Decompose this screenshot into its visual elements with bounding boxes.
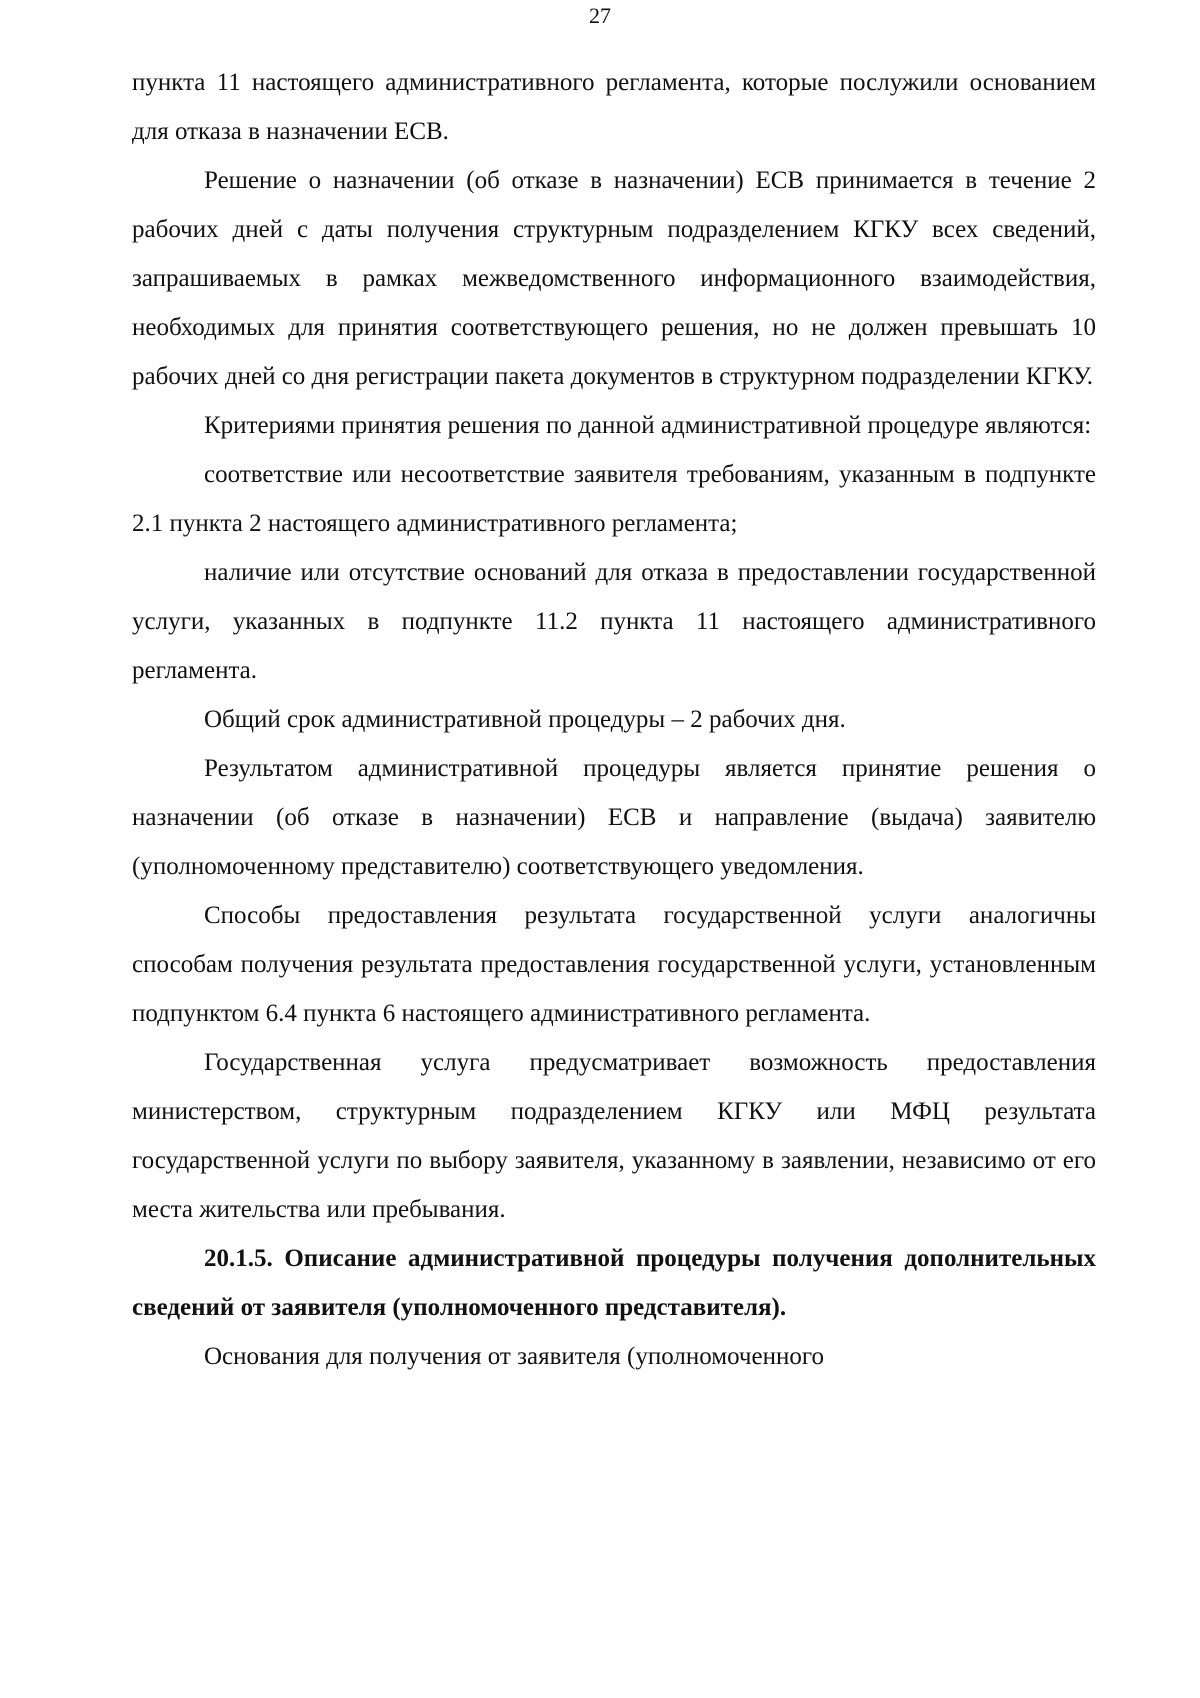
- paragraph-criteria-intro: Критериями принятия решения по данной административной процедуре являются:: [204, 412, 1092, 439]
- paragraph-criterion-1: соответствие или несоответствие заявителя требованиям, указанным в подпункте 2.1 пункта 2 настоящего административного регламента;: [132, 461, 1096, 537]
- paragraph-result: Результатом административной процедуры является принятие решения о назначении (об отказе в назначении) ЕСВ и направление (выдача) заявителю (уполномоченному представителю) соответствующего уведомления.: [132, 755, 1096, 880]
- paragraph-service-options: Государственная услуга предусматривает возможность предоставления министерством, структурным подразделением КГКУ или МФЦ результата государственной услуги по выбору заявителя, указанному в заявлении, независимо от его места жительства или пребывания.: [132, 1049, 1096, 1223]
- paragraph-total-term: Общий срок административной процедуры – 2 рабочих дня.: [204, 706, 846, 733]
- paragraph-decision-term: Решение о назначении (об отказе в назначении) ЕСВ принимается в течение 2 рабочих дней с даты получения структурным подразделением КГКУ всех сведений, запрашиваемых в рамках межведомственного информационного взаимодействия, необходимых для принятия соответствующего решения, но не должен превышать 10 рабочих дней со дня регистрации пакета документов в структурном подразделении КГКУ.: [132, 167, 1096, 390]
- paragraph-criterion-2: наличие или отсутствие оснований для отказа в предоставлении государственной услуги, указанных в подпункте 11.2 пункта 11 настоящего административного регламента.: [132, 559, 1096, 684]
- paragraph-continuation: пункта 11 настоящего административного регламента, которые послужили основанием для отказа в назначении ЕСВ.: [132, 69, 1096, 145]
- document-body: [132, 58, 1096, 1381]
- page-number: 27: [589, 3, 611, 28]
- section-heading-20-1-5: 20.1.5. Описание административной процедуры получения дополнительных сведений от заявителя (уполномоченного представителя).: [132, 1245, 1096, 1321]
- paragraph-grounds: Основания для получения от заявителя (уполномоченного: [204, 1343, 824, 1370]
- paragraph-result-methods: Способы предоставления результата государственной услуги аналогичны способам получения результата предоставления государственной услуги, установленным подпунктом 6.4 пункта 6 настоящего административного регламента.: [132, 902, 1096, 1027]
